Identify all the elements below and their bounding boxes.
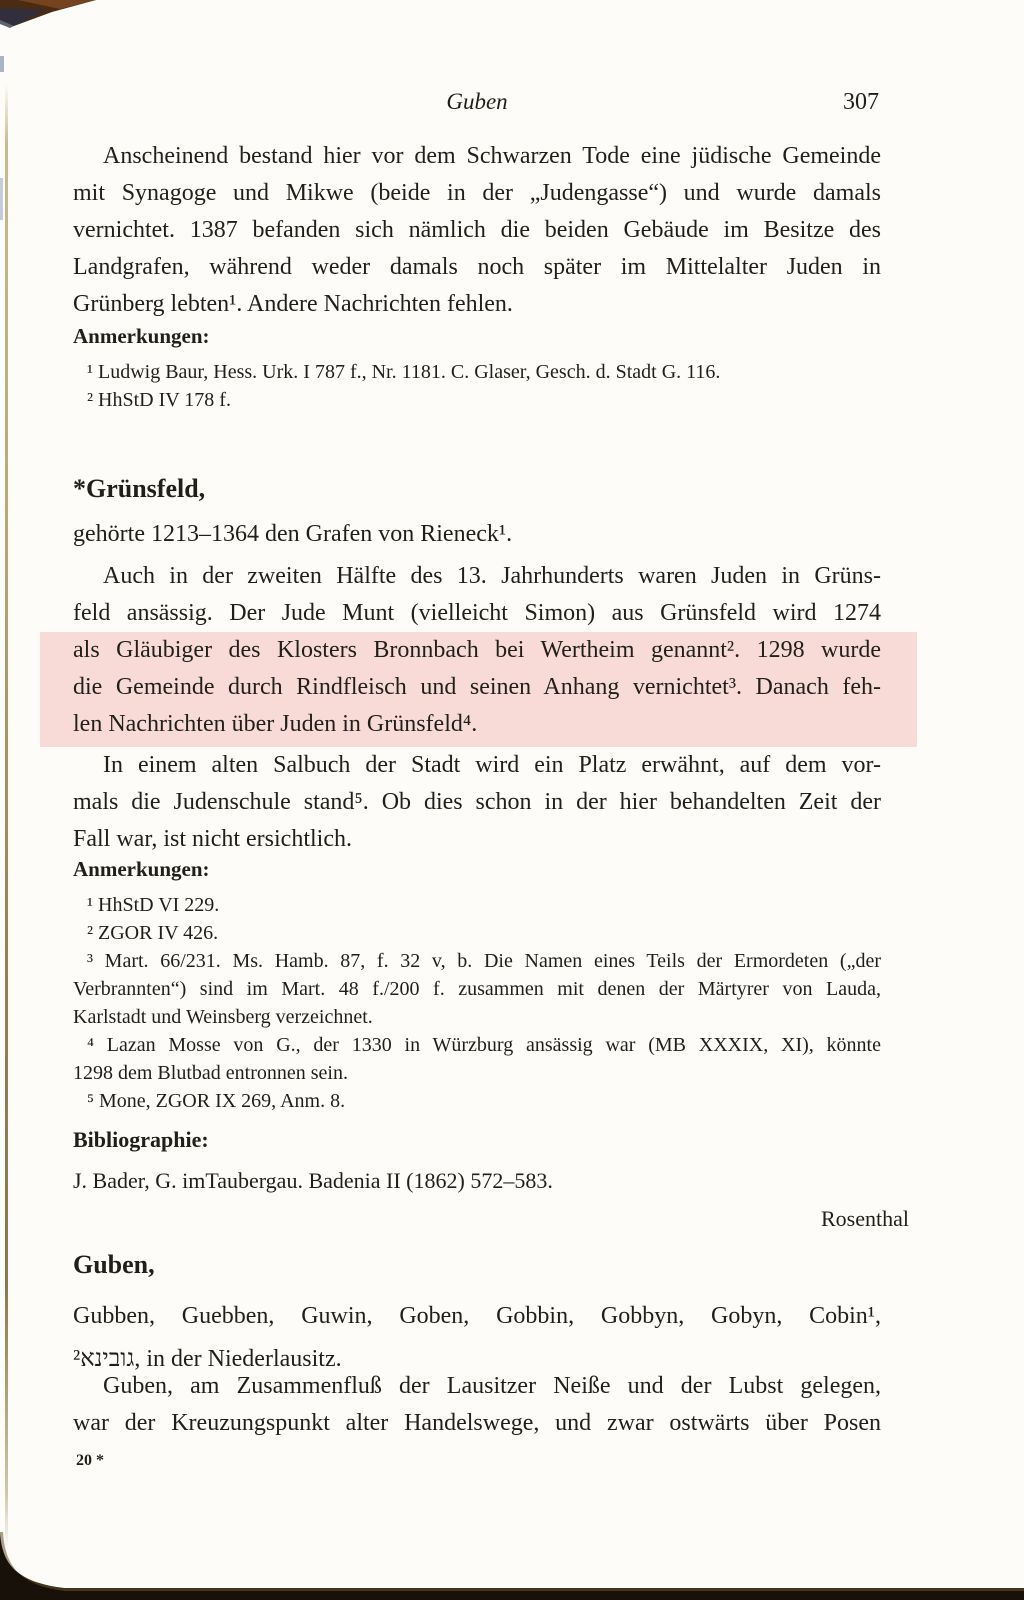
scan-edge-mark [0,56,4,72]
guben-article-head [73,1248,881,1378]
text-line: len Nachrichten über Juden in Grünsfeld⁴. [73,711,478,737]
footnote: ¹ HhStD VI 229. [87,894,220,916]
footnote-line: 1298 dem Blutbad entronnen sein. [73,1062,348,1084]
name-variants-line: Gubben, Guebben, Guwin, Goben, Gobbin, Gobbyn, Gobyn, Cobin¹, [73,1303,881,1329]
footnote: ² ZGOR IV 426. [87,922,219,944]
footnote-line: Karlstadt und Weinsberg verzeichnet. [73,1006,373,1028]
footnote-line: Verbrannten“) sind im Mart. 48 f./200 f. zusammen mit denen der Märtyrer von Lauda, [73,978,881,1000]
text-line: war der Kreuzungspunkt alter Handelswege, und zwar ostwärts über Posen [73,1410,881,1436]
running-header [73,86,881,118]
text-line: feld ansässig. Der Jude Munt (vielleicht Simon) aus Grünsfeld wird 1274 [73,600,881,626]
name-variants-line: גובינא², in der Niederlausitz. [73,1346,342,1372]
text-line: vernichtet. 1387 befanden sich nämlich die beiden Gebäude im Besitze des [73,217,881,243]
footnote: ¹ Ludwig Baur, Hess. Urk. I 787 f., Nr. 1181. C. Glaser, Gesch. d. Stadt G. 116. [87,361,721,383]
scan-corner-artifact [0,0,120,40]
text-line: als Gläubiger des Klosters Bronnbach bei Wertheim genannt². 1298 wurde [73,637,881,663]
text-line: die Gemeinde durch Rindfleisch und seinen Anhang vernichtet³. Danach feh- [73,674,881,700]
gruensfeld-paragraph-2 [73,747,881,858]
article-title: Guben, [73,1250,155,1279]
footnote-line: ³ Mart. 66/231. Ms. Hamb. 87, f. 32 v, b. Die Namen eines Teils der Ermordeten („der [87,950,881,972]
article-author: Rosenthal [821,1206,909,1231]
gruensfeld-paragraph-1 [73,558,881,747]
page-gutter-shadow [5,85,8,1550]
gruensfeld-anmerkungen [73,855,881,1115]
article-title: *Grünsfeld, [73,474,206,503]
gruenberg-anmerkungen [73,322,881,414]
bibliographie-entry: J. Bader, G. imTaubergau. Badenia II (1862) 572–583. [73,1168,553,1193]
text-line: Anscheinend bestand hier vor dem Schwarzen Tode eine jüdische Gemeinde [103,143,881,169]
text-line: Grünberg lebten¹. Andere Nachrichten fehlen. [73,291,513,317]
text-line: Landgrafen, während weder damals noch später im Mittelalter Juden in [73,254,881,280]
signature-mark: 20 * [76,1452,104,1469]
footnote-line: ⁴ Lazan Mosse von G., der 1330 in Würzburg ansässig war (MB XXXIX, XI), könnte [87,1034,881,1056]
text-line: Auch in der zweiten Hälfte des 13. Jahrhunderts waren Juden in Grüns- [103,563,881,589]
gruenberg-paragraph [73,138,881,323]
anmerkungen-label: Anmerkungen: [73,324,210,348]
bibliographie-label: Bibliographie: [73,1127,209,1152]
text-line: Fall war, ist nicht ersichtlich. [73,826,352,852]
text-line: Guben, am Zusammenfluß der Lausitzer Neiße und der Lubst gelegen, [103,1373,881,1399]
text-line: mals die Judenschule stand⁵. Ob dies schon in der hier behandelten Zeit der [73,789,881,815]
text-line: In einem alten Salbuch der Stadt wird ein Platz erwähnt, auf dem vor- [103,752,881,778]
text-line: gehörte 1213–1364 den Grafen von Rieneck¹. [73,521,513,547]
text-line: mit Synagoge und Mikwe (beide in der „Judengasse“) und wurde damals [73,180,881,206]
page-number: 307 [843,89,879,115]
guben-paragraph [73,1368,881,1442]
gruensfeld-intro [73,516,881,553]
scan-edge-mark [0,178,3,220]
highlighted-passage [40,632,917,747]
scan-bottom-edge [0,1520,1024,1600]
footnote: ² HhStD IV 178 f. [87,389,231,411]
gruensfeld-bibliographie [73,1126,909,1234]
anmerkungen-label: Anmerkungen: [73,857,210,881]
footnote: ⁵ Mone, ZGOR IX 269, Anm. 8. [87,1090,346,1112]
running-title: Guben [446,89,508,114]
gruensfeld-heading [73,472,881,506]
